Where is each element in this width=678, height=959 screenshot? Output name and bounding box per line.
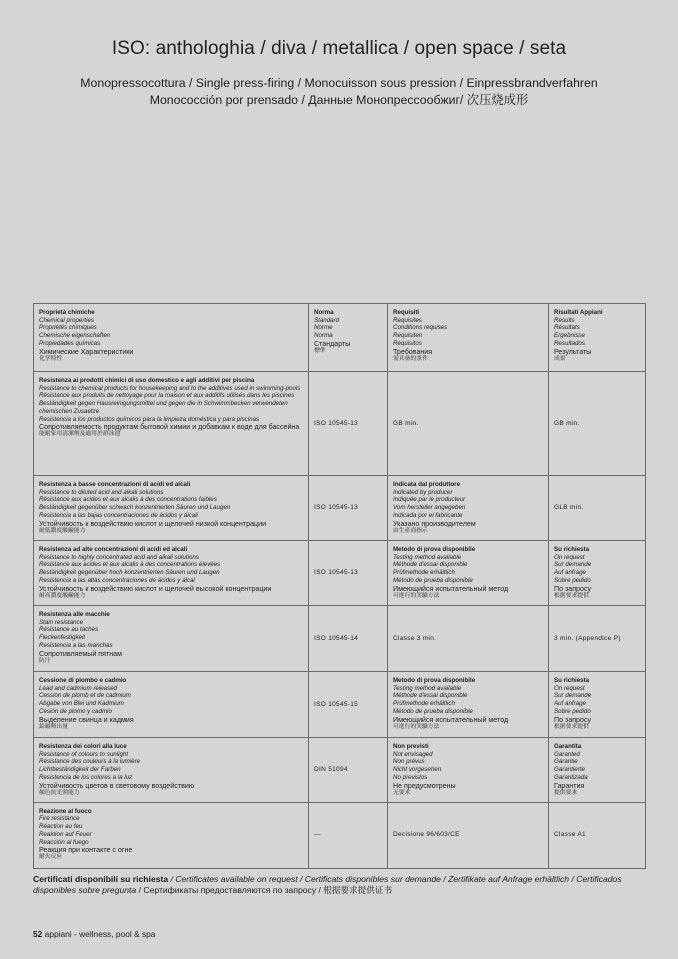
- property-cell-translation: Résistance des couleurs à la lumière: [39, 758, 141, 766]
- header-standard-translation: Norma: [314, 332, 333, 340]
- property-cell-translation: Resistance to highly concentrated acid and alkali solutions: [39, 553, 199, 561]
- property-cell-translation: Reacción al fuego: [39, 838, 89, 846]
- requirement-cell-translation: Indiquée par le producteur: [393, 496, 466, 504]
- property-cell-russian: Выделение свинца и кадмия: [39, 715, 134, 724]
- header-property-translation: Propiedades químicas: [39, 339, 101, 347]
- requirement-cell-translation: Método de prueba disponible: [393, 576, 473, 584]
- header-requirement-title: Requisiti: [393, 309, 420, 316]
- requirement-cell-translation: Testing method available: [393, 684, 462, 692]
- result-cell-translation: On request: [554, 684, 585, 692]
- property-cell-russian: Сопротивляемость продуктам бытовой химии и добавкам к воде для бассейна: [39, 423, 300, 432]
- result-cell-translation: Garanted: [554, 750, 580, 758]
- header-result-translation: Resultados: [554, 339, 585, 347]
- property-cell: [34, 738, 309, 803]
- property-cell-title: Cessione di piombo e cadmio: [39, 677, 127, 684]
- requirement-cell-russian: Указано производителем: [393, 519, 476, 528]
- requirement-cell-chinese: 可進行的実驗方法: [393, 723, 440, 730]
- subtitle-line-1: Monopressocottura / Single press-firing / Monocuisson sous pression / Einpressbrandverfahren: [80, 76, 598, 90]
- result-cell-translation: Sur demande: [554, 692, 592, 700]
- property-cell-russian: Устойчивость к воздействию кислот и щелочей высокой концентрации: [39, 584, 272, 593]
- result-cell-chinese: 提供要求: [554, 789, 578, 796]
- result-cell: [549, 541, 646, 606]
- result-cell-title: Garantita: [554, 743, 582, 750]
- footer-text: appiani - wellness, pool & spa: [44, 929, 156, 939]
- property-cell-translation: Résistance aux acides et aux alcalis à des concentrations faibles: [39, 496, 217, 504]
- property-cell-translation: Resistance to diluted acid and alkali solutions: [39, 488, 164, 496]
- certificates-translations: / Certificates available on request / Certificats disponibles sur demande / Zertifikate auf Anfrage erhältlich / Certificados disponibles sobre pregunta: [33, 874, 622, 895]
- requirement-cell-translation: Testing method available: [393, 553, 462, 561]
- header-property-chinese: 化学特性: [39, 355, 63, 362]
- header-requirement: [388, 304, 549, 372]
- property-cell-chinese: 耐火反应: [39, 854, 63, 861]
- property-cell-title: Resistenza alle macchie: [39, 611, 110, 618]
- property-cell-translation: Beständigkeit gegenüber schwach konzentrierten Säuren und Laugen: [39, 504, 231, 512]
- property-cell-translation: Resistencia a las manchas: [39, 641, 113, 649]
- property-cell-translation: Réaction au feu: [39, 823, 83, 831]
- header-requirement-chinese: 需具备的条件: [393, 355, 428, 362]
- requirement-cell-value: GB min.: [393, 419, 419, 427]
- header-standard-russian: Стандарты: [314, 339, 351, 348]
- table-row: [34, 802, 646, 868]
- property-cell-translation: Résistance aux produits de nettoyage pour la maison et aux additifs utilisés dans les piscines: [39, 392, 295, 400]
- header-standard-translation: Norme: [314, 324, 333, 332]
- header-property-translation: Chemical properties: [39, 316, 95, 324]
- property-cell-translation: Beständigkeit gegen Hausreinigungsmittel und gegen die in Schwimmbecken verwendeten chemischen Zusaetze: [39, 400, 288, 415]
- property-cell-title: Resistenza a basse concentrazioni di acidi ed alcali: [39, 481, 191, 488]
- page-title: ISO: anthologhia / diva / metallica / open space / seta: [111, 38, 567, 59]
- requirement-cell-translation: Nicht vorgesehen: [393, 766, 442, 774]
- result-cell: [549, 372, 646, 476]
- header-requirement-translation: Requisiten: [393, 332, 423, 340]
- property-cell-translation: Resistance of colours to sunlight: [39, 750, 129, 758]
- header-standard: [309, 304, 388, 372]
- property-cell-translation: Resistencia a las bajas concentraciones de ácidos y álcali: [39, 511, 198, 519]
- result-cell-translation: Garantierte: [554, 766, 585, 774]
- requirement-cell-translation: Indicated by producer: [393, 488, 453, 496]
- result-cell-translation: Sobre pedido: [554, 707, 591, 715]
- property-cell-title: Resistenza dei colori alla luce: [39, 743, 127, 750]
- header-standard-title: Norma: [314, 309, 334, 316]
- requirement-cell: [388, 372, 549, 476]
- property-cell: [34, 672, 309, 738]
- requirement-cell-translation: Vom hersteller angegeben: [393, 504, 466, 512]
- property-cell-translation: Resistance to chemical products for housekeeping and to the additives used in swimming-pools: [39, 384, 301, 392]
- page-footer: [33, 929, 155, 939]
- header-result: [549, 304, 646, 372]
- property-cell-chinese: 耐高濃度酸鹼能力: [39, 592, 86, 599]
- certificates-translations-ru-cn: / Сертификаты предоставляются по запросу / 根据要求提供证书: [136, 885, 393, 895]
- header-result-title: Risultati Appiani: [554, 309, 603, 316]
- property-cell-russian: Устойчивость цветов в световому воздействию: [39, 781, 195, 790]
- requirement-cell-translation: Indicada por el fabricante: [393, 511, 463, 519]
- standard-cell-value: DIN 51094: [314, 766, 348, 773]
- standard-cell-value: —: [314, 831, 321, 839]
- property-cell-chinese: 顏色抗光照能力: [39, 789, 80, 796]
- property-cell-translation: Lichtbeständigkeit der Farben: [39, 766, 121, 774]
- standard-cell-value: ISO 10545-15: [314, 700, 359, 708]
- requirement-cell-title: Metodo di prova disponibile: [393, 546, 476, 553]
- requirement-cell-translation: No previstos: [393, 773, 428, 781]
- table-row: [34, 606, 646, 672]
- requirement-cell: [388, 606, 549, 672]
- property-cell-translation: Lead and cadmium released: [39, 684, 118, 692]
- header-result-translation: Results: [554, 316, 575, 324]
- result-cell: [549, 738, 646, 803]
- requirement-cell-chinese: 由生產商指示: [393, 527, 428, 534]
- requirement-cell-translation: Not envisaged: [393, 750, 433, 758]
- standard-cell-value: ISO 10545-13: [314, 569, 359, 577]
- property-cell-russian: Устойчивость к воздействию кислот и щелочей низкой концентрации: [39, 519, 267, 528]
- requirement-cell-russian: Имеющийся испытательный метод: [393, 715, 509, 724]
- requirement-cell: [388, 476, 549, 541]
- property-cell-translation: Cession de plomb et de cadmium: [39, 692, 131, 700]
- page-subtitle: [30, 75, 648, 109]
- header-property: [34, 304, 309, 372]
- requirement-cell-russian: Не предусмотрены: [393, 781, 456, 790]
- requirement-cell: [388, 802, 549, 868]
- result-cell: [549, 802, 646, 868]
- standard-cell: [309, 541, 388, 606]
- certificates-note: [33, 874, 653, 896]
- header-result-chinese: 成果: [554, 355, 566, 362]
- subtitle-line-2: Monococción por prensado / Данные Монопрессообжиг/ 次压烧成形: [149, 93, 529, 107]
- property-cell-russian: Сопротивляемый пятнам: [39, 649, 122, 658]
- property-cell-translation: Résistance aux acides et aux alcalis à des concentrations élevées: [39, 561, 221, 569]
- property-cell-translation: Resistencia a los productos químicos para la limpieza doméstica y para piscinas: [39, 415, 260, 423]
- requirement-cell: [388, 738, 549, 803]
- table-row: [34, 738, 646, 803]
- requirement-cell-translation: Méthode d'essai disponible: [393, 692, 468, 700]
- header-standard-chinese: 標準: [314, 348, 326, 355]
- requirement-cell-translation: Méthode d'essai disponible: [393, 561, 468, 569]
- result-cell-russian: Гарантия: [554, 781, 585, 790]
- standard-cell: [309, 738, 388, 803]
- standard-cell: [309, 372, 388, 476]
- header-result-translation: Ergebnisse: [554, 332, 585, 340]
- result-cell-russian: По запросу: [554, 715, 592, 724]
- property-cell-translation: Stain resistance: [39, 618, 84, 626]
- property-cell-title: Resistenza ai prodotti chimici di uso domestico e agli additivi per piscina: [39, 377, 255, 384]
- requirement-cell-title: Non previsti: [393, 743, 429, 750]
- result-cell-translation: Garantie: [554, 758, 578, 766]
- header-property-title: Proprietà chimiche: [39, 309, 95, 316]
- result-cell: [549, 606, 646, 672]
- result-cell: [549, 672, 646, 738]
- requirement-cell-chinese: 无要求: [393, 789, 411, 796]
- header-property-translation: Chemische eigenschaften: [39, 332, 111, 340]
- header-result-russian: Результаты: [554, 347, 592, 356]
- result-cell: [549, 476, 646, 541]
- standard-cell-value: ISO 10545-13: [314, 504, 359, 512]
- requirement-cell: [388, 672, 549, 738]
- property-cell-translation: Beständigkeit gegenüber hoch konzentrierten Säuren und Laugen: [39, 569, 220, 577]
- result-cell-translation: Garantizada: [554, 773, 588, 781]
- requirement-cell-translation: Prüfmethode erhältlich: [393, 569, 455, 577]
- standard-cell: [309, 802, 388, 868]
- requirement-cell-title: Metodo di prova disponibile: [393, 677, 476, 684]
- requirement-cell-title: Indicata dal produttore: [393, 481, 461, 488]
- header-result-translation: Résultats: [554, 324, 580, 332]
- property-cell-translation: Résistance au taches: [39, 626, 99, 634]
- property-cell-chinese: 鉛鎘釋出量: [39, 723, 68, 730]
- requirement-cell-translation: Non prévus: [393, 758, 425, 766]
- table-header-row: [34, 304, 646, 372]
- table-row: [34, 541, 646, 606]
- result-cell-translation: Auf anfrage: [554, 700, 586, 708]
- result-cell-title: Su richiesta: [554, 677, 590, 684]
- property-cell: [34, 372, 309, 476]
- property-cell-chinese: 耐低濃度酸鹼能力: [39, 527, 86, 534]
- requirement-cell-value: Decisione 96/603/CE: [393, 831, 460, 839]
- property-cell-title: Resistenza ad alte concentrazioni di acidi ed alcali: [39, 546, 188, 553]
- result-cell-value: GB min.: [554, 419, 580, 427]
- result-cell-title: Su richiesta: [554, 546, 590, 553]
- result-cell-chinese: 根据要求提供: [554, 592, 589, 599]
- standard-cell: [309, 476, 388, 541]
- property-cell: [34, 802, 309, 868]
- result-cell-translation: Sobre pedido: [554, 576, 591, 584]
- standard-cell: [309, 606, 388, 672]
- header-requirement-russian: Требования: [393, 347, 433, 356]
- property-cell-translation: Cesión de plomo y cadmio: [39, 707, 112, 715]
- header-standard-translation: Standard: [314, 316, 340, 324]
- page-number: 52: [33, 929, 43, 939]
- standard-cell-value: ISO 10545-13: [314, 419, 359, 427]
- result-cell-translation: Auf anfrage: [554, 569, 586, 577]
- header-requirement-translation: Requisitos: [393, 339, 422, 347]
- chemical-properties-table: [33, 303, 646, 869]
- property-cell-chinese: 防汙: [39, 657, 51, 664]
- standard-cell-value: ISO 10545-14: [314, 634, 359, 642]
- requirement-cell-chinese: 可進行的実驗方法: [393, 592, 440, 599]
- result-cell-translation: On request: [554, 553, 585, 561]
- requirement-cell-translation: Método de prueba disponible: [393, 707, 473, 715]
- result-cell-translation: Sur demande: [554, 561, 592, 569]
- property-cell-translation: Fire resistance: [39, 815, 80, 823]
- requirement-cell: [388, 541, 549, 606]
- property-cell-translation: Fleckenfestigkeit: [39, 634, 86, 642]
- property-cell-translation: Abgabe von Blei und Kadmium: [39, 700, 124, 708]
- property-cell-translation: Resistencia de los colores a la luz: [39, 773, 133, 781]
- property-cell: [34, 476, 309, 541]
- requirement-cell-value: Classe 3 min.: [393, 634, 437, 642]
- requirement-cell-translation: Prüfmethode erhältlich: [393, 700, 455, 708]
- standard-cell: [309, 672, 388, 738]
- property-cell-chinese: 能耐家用清潔劑及適用於游泳池: [39, 431, 121, 438]
- header-property-translation: Propriétés chimiques: [39, 324, 97, 332]
- result-cell-value: 3 min. (Appendice P): [554, 634, 621, 642]
- result-cell-value: GLB min.: [554, 504, 584, 512]
- header-requirement-translation: Requisites: [393, 316, 422, 324]
- header-requirement-translation: Conditions requises: [393, 324, 448, 332]
- result-cell-russian: По запросу: [554, 584, 592, 593]
- certificates-label: Certificati disponibili su richiesta: [33, 874, 169, 884]
- property-cell-russian: Реакция при контакте с огне: [39, 846, 133, 855]
- table-row: [34, 372, 646, 476]
- table-row: [34, 476, 646, 541]
- result-cell-value: Classe A1: [554, 831, 586, 839]
- property-cell-translation: Resistencia a las altas concentraciones de ácidos y álcal: [39, 576, 195, 584]
- header-property-russian: Химические Характеристики: [39, 347, 134, 356]
- result-cell-chinese: 根据要求提供: [554, 723, 589, 730]
- property-cell: [34, 541, 309, 606]
- property-cell-title: Reazione al fuoco: [39, 807, 92, 815]
- property-cell: [34, 606, 309, 672]
- table-row: [34, 672, 646, 738]
- requirement-cell-russian: Имеющийся испытательный метод: [393, 584, 509, 593]
- property-cell-translation: Reaktion auf Feuer: [39, 830, 92, 838]
